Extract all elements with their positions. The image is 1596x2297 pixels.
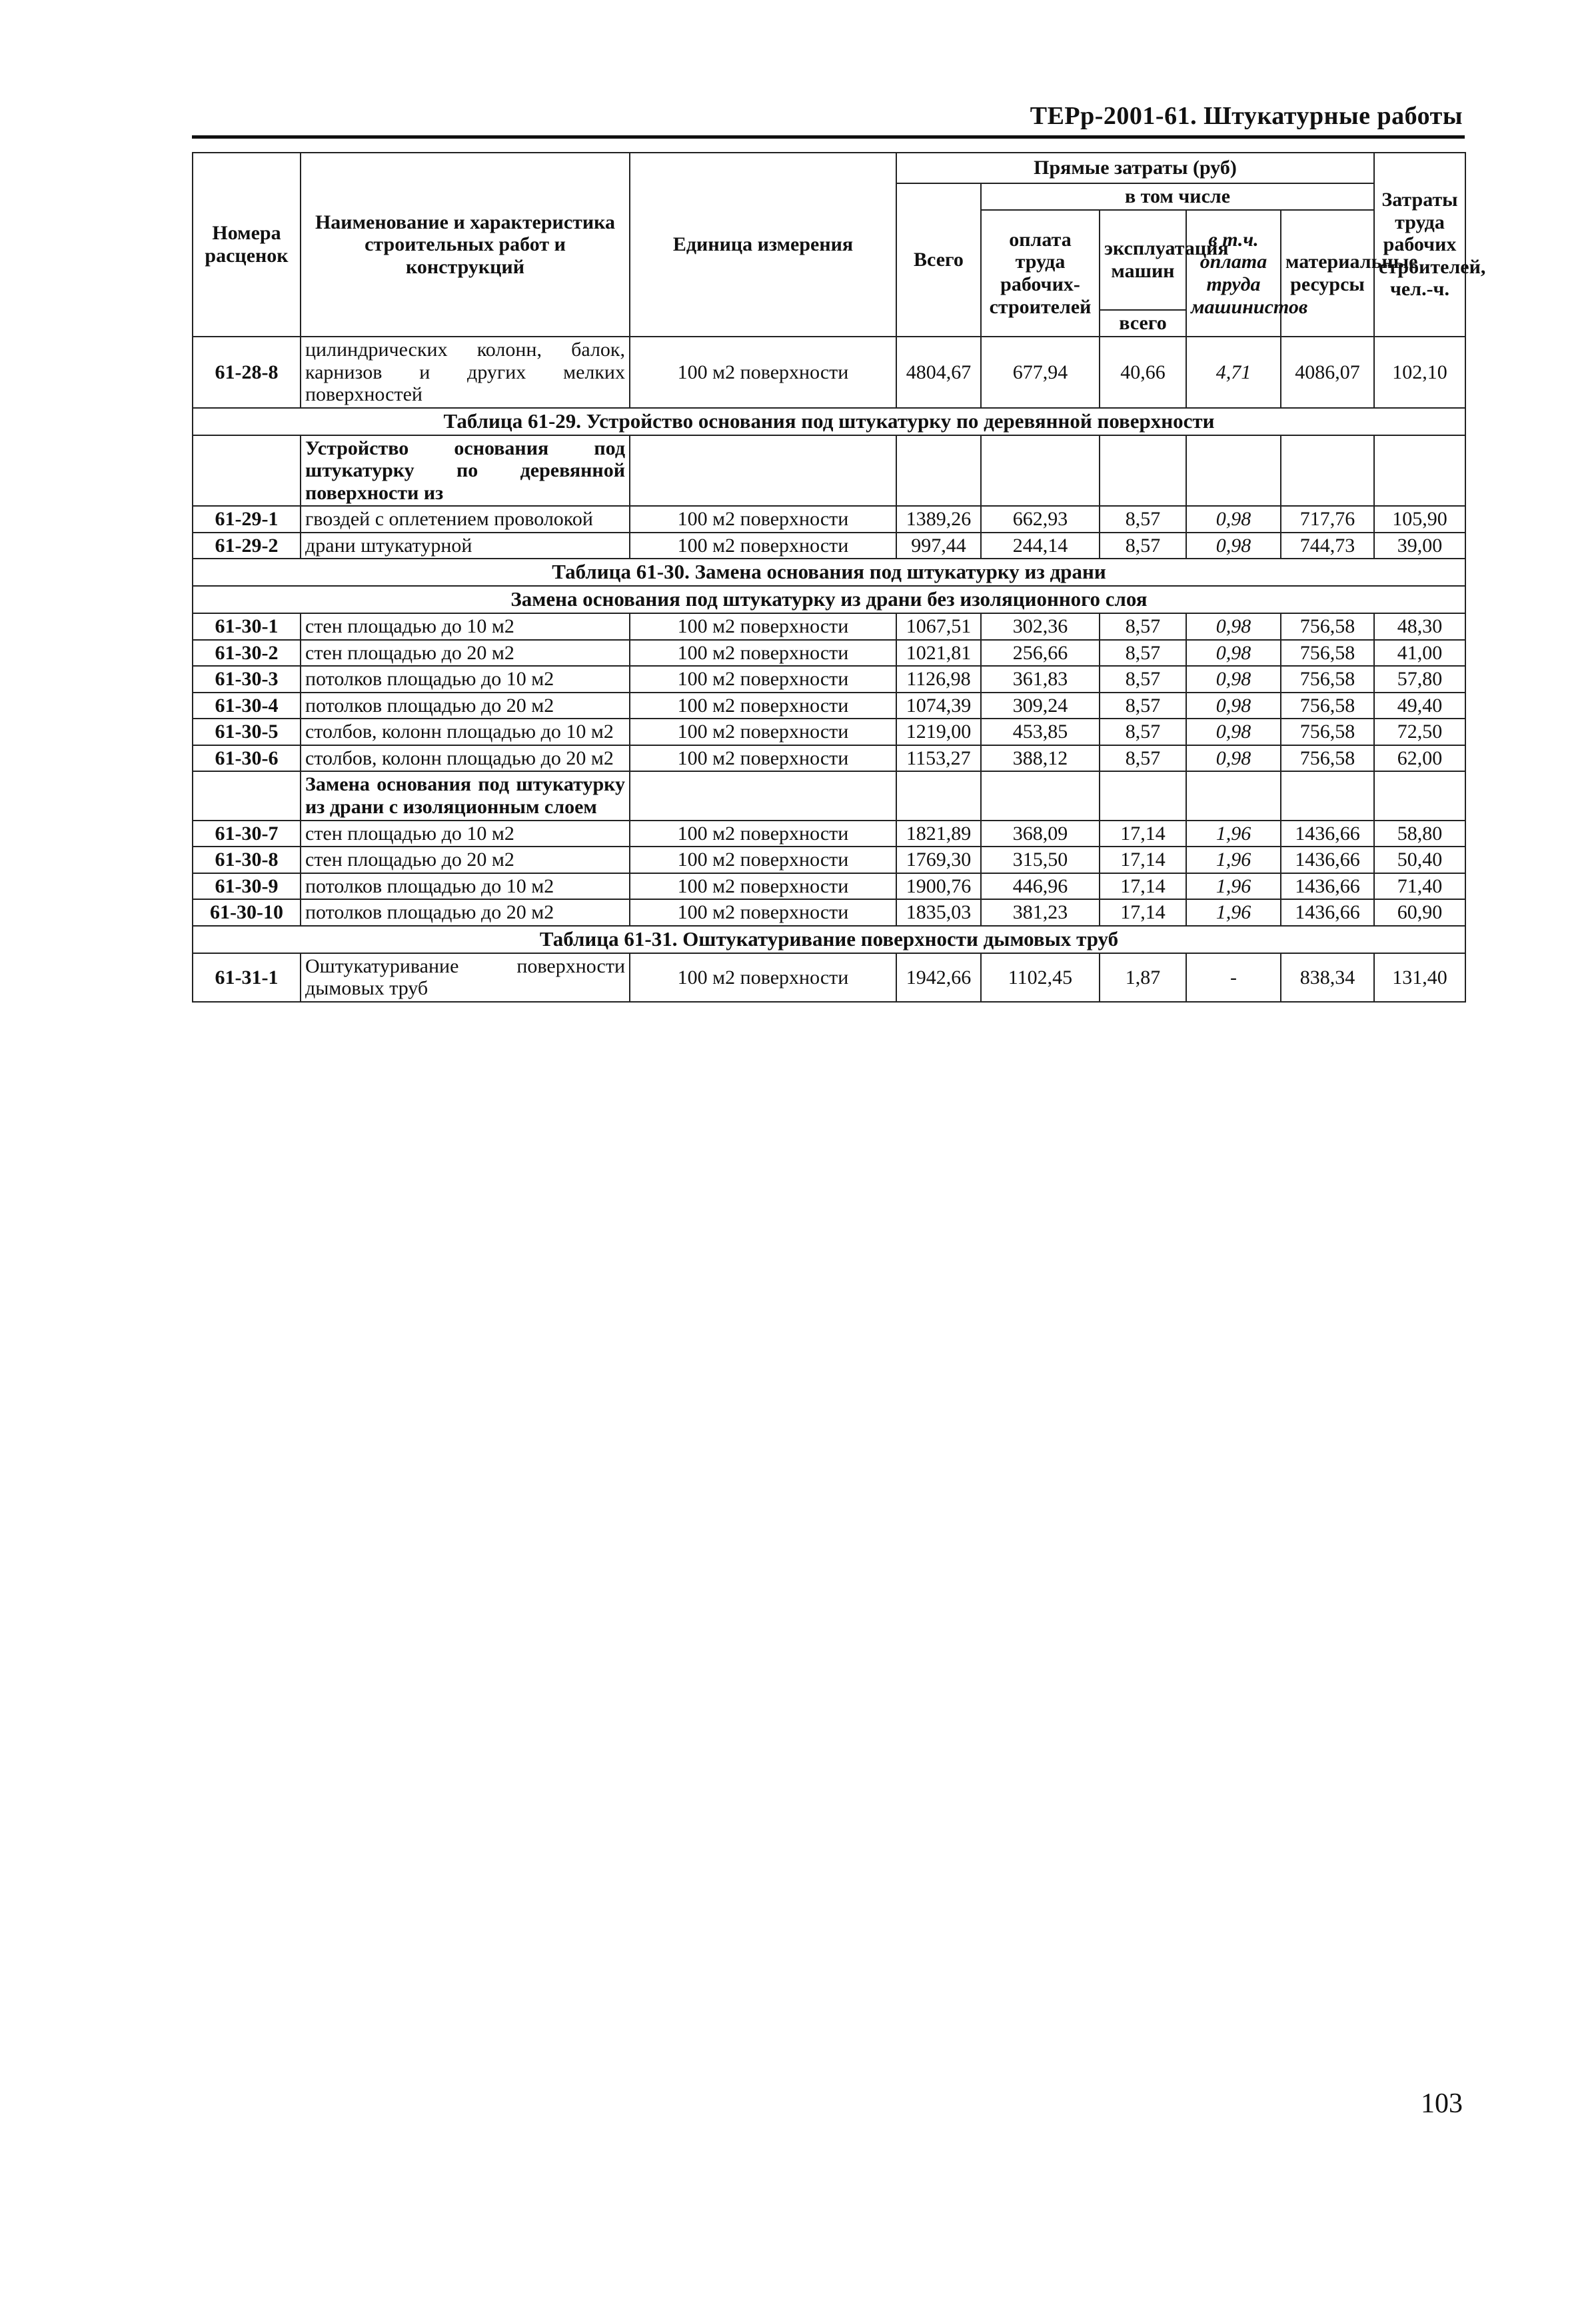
rate-code: 61-29-2 [193, 533, 301, 559]
unit-of-measure: 100 м2 поверхности [630, 613, 896, 640]
empty-cell [193, 771, 301, 820]
empty-cell [1374, 435, 1465, 507]
unit-of-measure: 100 м2 поверхности [630, 847, 896, 873]
materials-cost: 744,73 [1281, 533, 1374, 559]
machinist-wages: 0,98 [1186, 719, 1281, 745]
work-name: стен площадью до 10 м2 [301, 613, 630, 640]
unit-of-measure: 100 м2 поверхности [630, 873, 896, 900]
total-cost: 1153,27 [896, 745, 981, 772]
rate-code: 61-30-5 [193, 719, 301, 745]
rate-code: 61-30-9 [193, 873, 301, 900]
empty-cell [896, 771, 981, 820]
table-row [193, 666, 1465, 693]
total-cost: 1821,89 [896, 821, 981, 847]
work-name: стен площадью до 20 м2 [301, 640, 630, 667]
materials-cost: 756,58 [1281, 719, 1374, 745]
document-header: ТЕРр-2001-61. Штукатурные работы [1030, 102, 1463, 130]
col-name-header: Наименование и характеристика строительных работ и конструкций [301, 153, 630, 337]
work-name: цилиндрических колонн, балок, карнизов и других мелких поверхностей [301, 337, 630, 408]
machinist-wages: 1,96 [1186, 873, 1281, 900]
rate-code: 61-30-4 [193, 693, 301, 719]
materials-cost: 717,76 [1281, 506, 1374, 533]
section-title-row [193, 559, 1465, 586]
empty-cell [1281, 771, 1374, 820]
including-header: в том числе [981, 183, 1374, 210]
machinist-wages: 0,98 [1186, 533, 1281, 559]
empty-cell [1281, 435, 1374, 507]
labor-cost: 49,40 [1374, 693, 1465, 719]
section-title: Таблица 61-30. Замена основания под штукатурку из драни [193, 559, 1465, 586]
table-head [193, 153, 1486, 337]
unit-of-measure: 100 м2 поверхности [630, 719, 896, 745]
empty-cell [981, 435, 1100, 507]
table-row [193, 953, 1465, 1002]
total-cost: 1835,03 [896, 899, 981, 926]
col-machines-header: эксплуатация машин [1100, 210, 1186, 310]
labor-cost: 39,00 [1374, 533, 1465, 559]
unit-of-measure: 100 м2 поверхности [630, 640, 896, 667]
machines-cost: 8,57 [1100, 533, 1186, 559]
machines-cost: 8,57 [1100, 613, 1186, 640]
rate-code: 61-30-2 [193, 640, 301, 667]
work-name: драни штукатурной [301, 533, 630, 559]
machinist-wages: 4,71 [1186, 337, 1281, 408]
labor-cost: 131,40 [1374, 953, 1465, 1002]
work-name: потолков площадью до 20 м2 [301, 693, 630, 719]
labor-cost: 60,90 [1374, 899, 1465, 926]
table-row [193, 821, 1465, 847]
section-title-row [193, 408, 1465, 435]
total-cost: 1074,39 [896, 693, 981, 719]
materials-cost: 1436,66 [1281, 847, 1374, 873]
rate-code: 61-29-1 [193, 506, 301, 533]
rate-code: 61-31-1 [193, 953, 301, 1002]
work-name: потолков площадью до 10 м2 [301, 666, 630, 693]
materials-cost: 838,34 [1281, 953, 1374, 1002]
machinist-wages: 1,96 [1186, 847, 1281, 873]
rate-code: 61-30-6 [193, 745, 301, 772]
table-row [193, 745, 1465, 772]
total-cost: 1769,30 [896, 847, 981, 873]
header-rule [192, 135, 1465, 139]
wages-cost: 662,93 [981, 506, 1100, 533]
rate-code: 61-30-3 [193, 666, 301, 693]
total-cost: 1126,98 [896, 666, 981, 693]
wages-cost: 302,36 [981, 613, 1100, 640]
wages-cost: 677,94 [981, 337, 1100, 408]
machines-cost: 40,66 [1100, 337, 1186, 408]
wages-cost: 256,66 [981, 640, 1100, 667]
machines-cost: 17,14 [1100, 821, 1186, 847]
wages-cost: 309,24 [981, 693, 1100, 719]
materials-cost: 756,58 [1281, 693, 1374, 719]
wages-cost: 1102,45 [981, 953, 1100, 1002]
col-labor-header: Затраты труда рабочих строителей, чел.-ч. [1374, 153, 1465, 337]
machines-cost: 8,57 [1100, 719, 1186, 745]
work-name: столбов, колонн площадью до 10 м2 [301, 719, 630, 745]
materials-cost: 4086,07 [1281, 337, 1374, 408]
materials-cost: 1436,66 [1281, 899, 1374, 926]
section-title: Замена основания под штукатурку из драни без изоляционного слоя [193, 586, 1465, 613]
machinist-wages: 0,98 [1186, 745, 1281, 772]
labor-cost: 62,00 [1374, 745, 1465, 772]
machines-cost: 1,87 [1100, 953, 1186, 1002]
total-cost: 1067,51 [896, 613, 981, 640]
labor-cost: 105,90 [1374, 506, 1465, 533]
table-row [193, 533, 1465, 559]
wages-cost: 446,96 [981, 873, 1100, 900]
empty-cell [896, 435, 981, 507]
unit-of-measure: 100 м2 поверхности [630, 533, 896, 559]
col-number-header: Номера расценок [193, 153, 301, 337]
empty-cell [1186, 771, 1281, 820]
total-cost: 1021,81 [896, 640, 981, 667]
work-name: столбов, колонн площадью до 20 м2 [301, 745, 630, 772]
total-cost: 1219,00 [896, 719, 981, 745]
labor-cost: 41,00 [1374, 640, 1465, 667]
unit-of-measure: 100 м2 поверхности [630, 337, 896, 408]
wages-cost: 361,83 [981, 666, 1100, 693]
materials-cost: 756,58 [1281, 640, 1374, 667]
empty-cell [1186, 435, 1281, 507]
machines-cost: 8,57 [1100, 693, 1186, 719]
work-name: Оштукатуривание поверхности дымовых труб [301, 953, 630, 1002]
materials-cost: 1436,66 [1281, 873, 1374, 900]
col-materials-header: материальные ресурсы [1281, 210, 1374, 337]
section-title-row [193, 586, 1465, 613]
labor-cost: 58,80 [1374, 821, 1465, 847]
labor-cost: 71,40 [1374, 873, 1465, 900]
table-row [193, 899, 1465, 926]
machinist-wages: 0,98 [1186, 640, 1281, 667]
rate-code: 61-30-8 [193, 847, 301, 873]
labor-cost: 48,30 [1374, 613, 1465, 640]
labor-cost: 50,40 [1374, 847, 1465, 873]
unit-of-measure: 100 м2 поверхности [630, 899, 896, 926]
rate-code: 61-28-8 [193, 337, 301, 408]
unit-of-measure: 100 м2 поверхности [630, 506, 896, 533]
group-heading: Замена основания под штукатурку из драни с изоляционным слоем [301, 771, 630, 820]
unit-of-measure: 100 м2 поверхности [630, 745, 896, 772]
col-machines-sub-header: всего [1100, 310, 1186, 337]
empty-cell [981, 771, 1100, 820]
unit-of-measure: 100 м2 поверхности [630, 666, 896, 693]
group-heading: Устройство основания под штукатурку по деревянной поверхности из [301, 435, 630, 507]
wages-cost: 381,23 [981, 899, 1100, 926]
wages-cost: 368,09 [981, 821, 1100, 847]
work-name: стен площадью до 20 м2 [301, 847, 630, 873]
materials-cost: 1436,66 [1281, 821, 1374, 847]
unit-of-measure: 100 м2 поверхности [630, 821, 896, 847]
section-title-row [193, 926, 1465, 953]
materials-cost: 756,58 [1281, 666, 1374, 693]
machines-cost: 8,57 [1100, 640, 1186, 667]
work-name: гвоздей с оплетением проволокой [301, 506, 630, 533]
col-unit-header: Единица измерения [630, 153, 896, 337]
col-machinist-wages-header: в т.ч. оплата труда машинистов [1186, 210, 1281, 337]
table-row [193, 873, 1465, 900]
table-row [193, 506, 1465, 533]
unit-of-measure: 100 м2 поверхности [630, 953, 896, 1002]
machinist-wages: 1,96 [1186, 821, 1281, 847]
table-body [193, 337, 1465, 1002]
machinist-wages: 0,98 [1186, 666, 1281, 693]
machinist-wages: - [1186, 953, 1281, 1002]
unit-of-measure: 100 м2 поверхности [630, 693, 896, 719]
empty-cell [1100, 435, 1186, 507]
machinist-wages: 0,98 [1186, 693, 1281, 719]
section-title: Таблица 61-29. Устройство основания под штукатурку по деревянной поверхности [193, 408, 1465, 435]
machines-cost: 17,14 [1100, 847, 1186, 873]
empty-cell [193, 435, 301, 507]
total-cost: 1900,76 [896, 873, 981, 900]
total-cost: 4804,67 [896, 337, 981, 408]
direct-costs-header: Прямые затраты (руб) [896, 153, 1374, 183]
table-row [193, 337, 1465, 408]
machines-cost: 8,57 [1100, 745, 1186, 772]
work-name: стен площадью до 10 м2 [301, 821, 630, 847]
col-total-header: Всего [896, 183, 981, 337]
machines-cost: 8,57 [1100, 666, 1186, 693]
table-row [193, 613, 1465, 640]
table-row [193, 847, 1465, 873]
labor-cost: 72,50 [1374, 719, 1465, 745]
work-name: потолков площадью до 20 м2 [301, 899, 630, 926]
group-heading-row [193, 771, 1465, 820]
empty-cell [1374, 771, 1465, 820]
machines-cost: 17,14 [1100, 873, 1186, 900]
materials-cost: 756,58 [1281, 613, 1374, 640]
wages-cost: 315,50 [981, 847, 1100, 873]
section-title: Таблица 61-31. Оштукатуривание поверхности дымовых труб [193, 926, 1465, 953]
col-wages-header: оплата труда рабочих-строителей [981, 210, 1100, 337]
rate-code: 61-30-7 [193, 821, 301, 847]
machines-cost: 17,14 [1100, 899, 1186, 926]
total-cost: 997,44 [896, 533, 981, 559]
table-row [193, 719, 1465, 745]
empty-cell [630, 435, 896, 507]
wages-cost: 244,14 [981, 533, 1100, 559]
labor-cost: 102,10 [1374, 337, 1465, 408]
wages-cost: 388,12 [981, 745, 1100, 772]
work-name: потолков площадью до 10 м2 [301, 873, 630, 900]
total-cost: 1389,26 [896, 506, 981, 533]
rates-table [192, 152, 1486, 1003]
page-number: 103 [1421, 2088, 1463, 2119]
empty-cell [1100, 771, 1186, 820]
table-row [193, 640, 1465, 667]
rate-code: 61-30-10 [193, 899, 301, 926]
empty-cell [630, 771, 896, 820]
machinist-wages: 0,98 [1186, 613, 1281, 640]
machines-cost: 8,57 [1100, 506, 1186, 533]
machinist-wages: 1,96 [1186, 899, 1281, 926]
table-row [193, 693, 1465, 719]
group-heading-row [193, 435, 1465, 507]
materials-cost: 756,58 [1281, 745, 1374, 772]
rate-code: 61-30-1 [193, 613, 301, 640]
machinist-wages: 0,98 [1186, 506, 1281, 533]
wages-cost: 453,85 [981, 719, 1100, 745]
total-cost: 1942,66 [896, 953, 981, 1002]
labor-cost: 57,80 [1374, 666, 1465, 693]
